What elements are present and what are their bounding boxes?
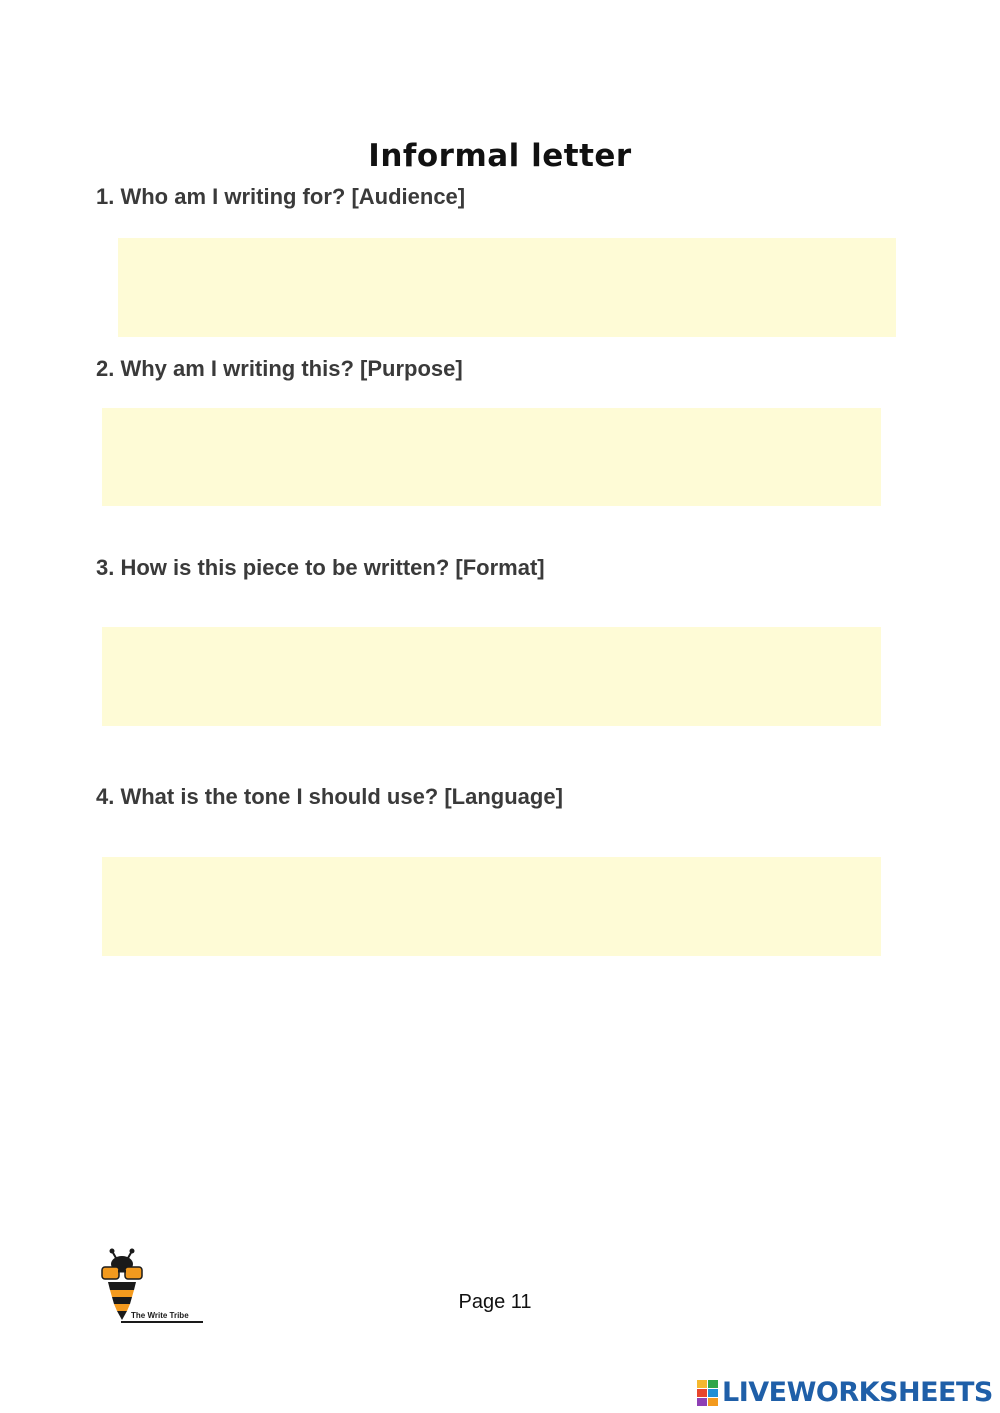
question-4-answer-field[interactable] bbox=[102, 857, 881, 956]
question-4-label: 4. What is the tone I should use? [Language] bbox=[96, 784, 563, 809]
question-2-label: 2. Why am I writing this? [Purpose] bbox=[96, 356, 463, 381]
question-3-answer-field[interactable] bbox=[102, 627, 881, 726]
liveworksheets-branding[interactable] bbox=[697, 1378, 993, 1408]
logo-underline bbox=[121, 1321, 203, 1323]
liveworksheets-logo-icon bbox=[697, 1380, 719, 1406]
question-3-label: 3. How is this piece to be written? [Format] bbox=[96, 555, 545, 580]
question-1-answer-field[interactable] bbox=[118, 238, 896, 337]
worksheet-title: Informal letter bbox=[368, 138, 632, 174]
page-number: Page 11 bbox=[458, 1291, 532, 1313]
liveworksheets-wordmark: LIVEWORKSHEETS bbox=[722, 1377, 993, 1408]
question-1-label: 1. Who am I writing for? [Audience] bbox=[96, 184, 466, 209]
question-2-answer-field[interactable] bbox=[102, 408, 881, 506]
logo-caption: The Write Tribe bbox=[131, 1311, 189, 1320]
